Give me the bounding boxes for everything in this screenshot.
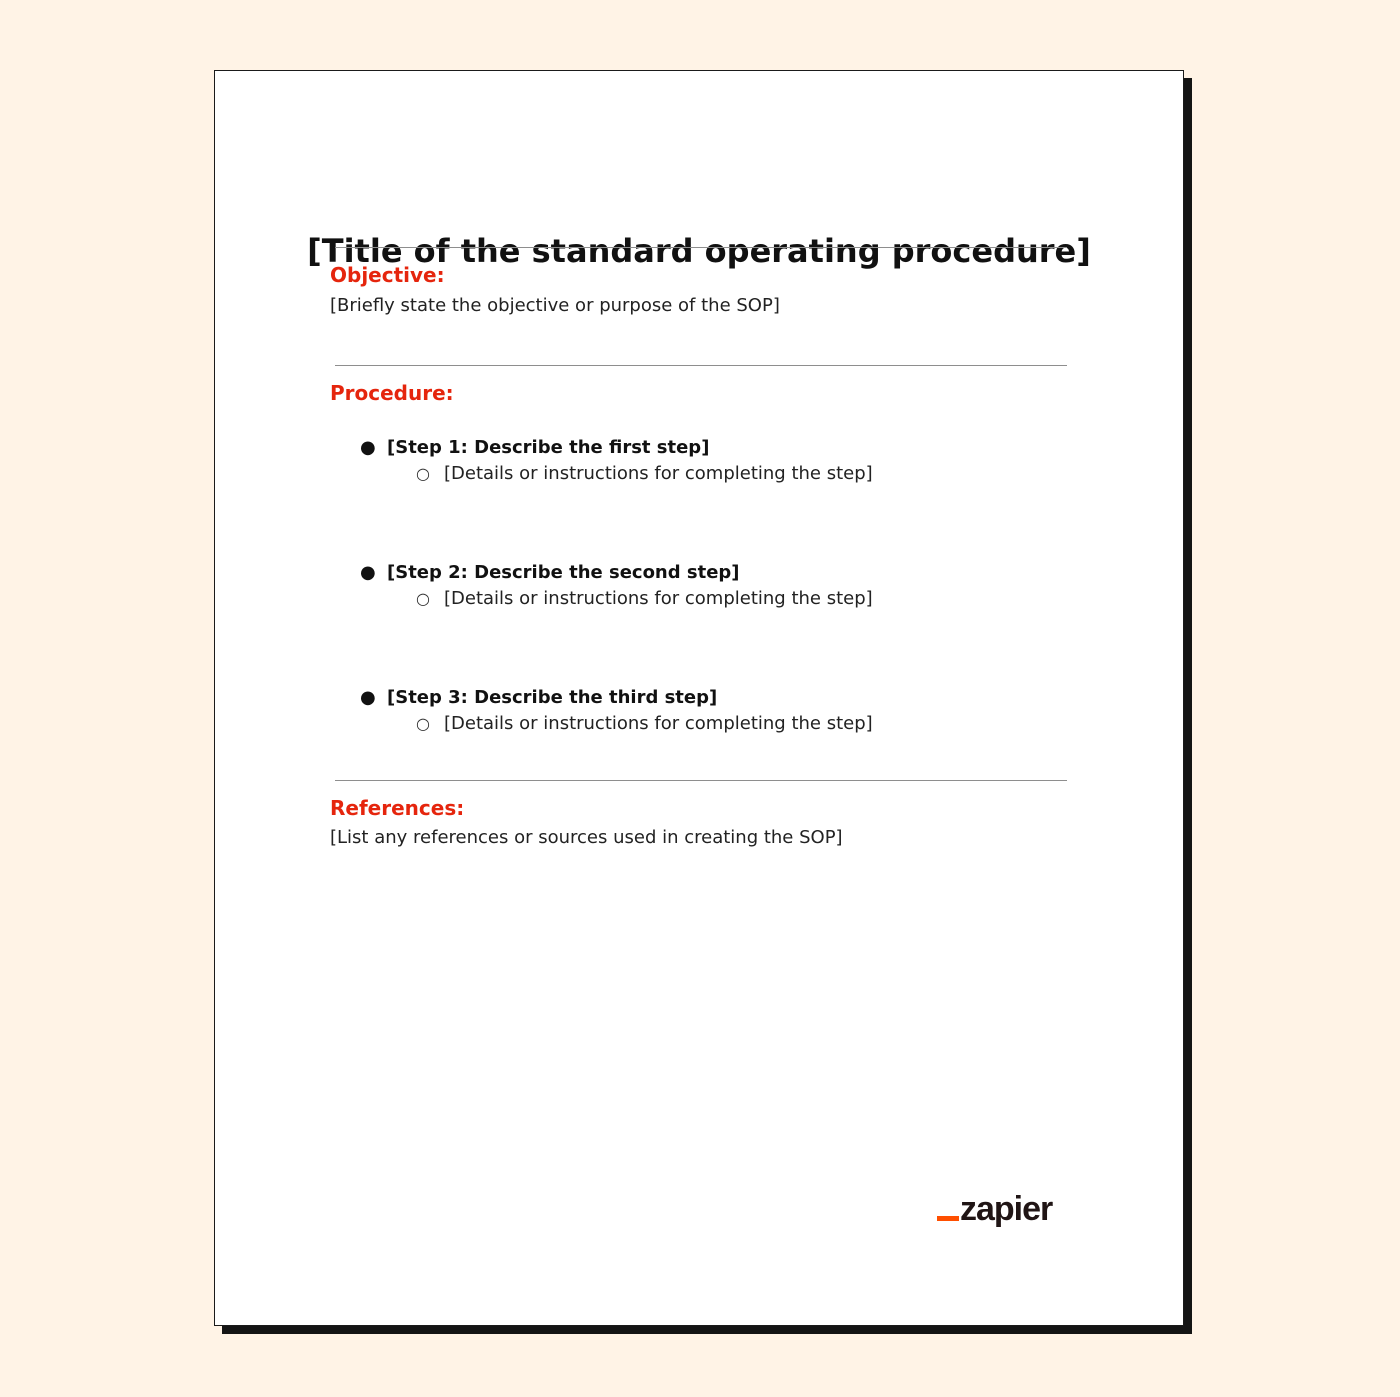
references-text: [List any references or sources used in creating the SOP] [330,827,843,848]
divider-procedure [335,365,1067,366]
objective-text: [Briefly state the objective or purpose of the SOP] [330,295,780,316]
divider-objective [335,247,1067,248]
zapier-logo-text: zapier [960,1190,1053,1228]
step-title: [Step 1: Describe the first step] [387,437,710,458]
step-details: [Details or instructions for completing the step] [444,588,873,609]
document-title: [Title of the standard operating procedure] [307,232,1091,270]
step-title: [Step 3: Describe the third step] [387,687,718,708]
bullet-icon: ● [360,687,376,708]
hollow-bullet-icon: ○ [416,589,430,608]
references-heading: References: [330,796,465,820]
divider-references [335,780,1067,781]
step-details: [Details or instructions for completing the step] [444,713,873,734]
hollow-bullet-icon: ○ [416,464,430,483]
hollow-bullet-icon: ○ [416,714,430,733]
zapier-logo-icon [937,1216,959,1221]
procedure-heading: Procedure: [330,381,454,405]
bullet-icon: ● [360,562,376,583]
step-title: [Step 2: Describe the second step] [387,562,740,583]
objective-heading: Objective: [330,263,445,287]
document-page [214,70,1184,1326]
zapier-logo [937,1183,1052,1227]
bullet-icon: ● [360,437,376,458]
step-details: [Details or instructions for completing the step] [444,463,873,484]
